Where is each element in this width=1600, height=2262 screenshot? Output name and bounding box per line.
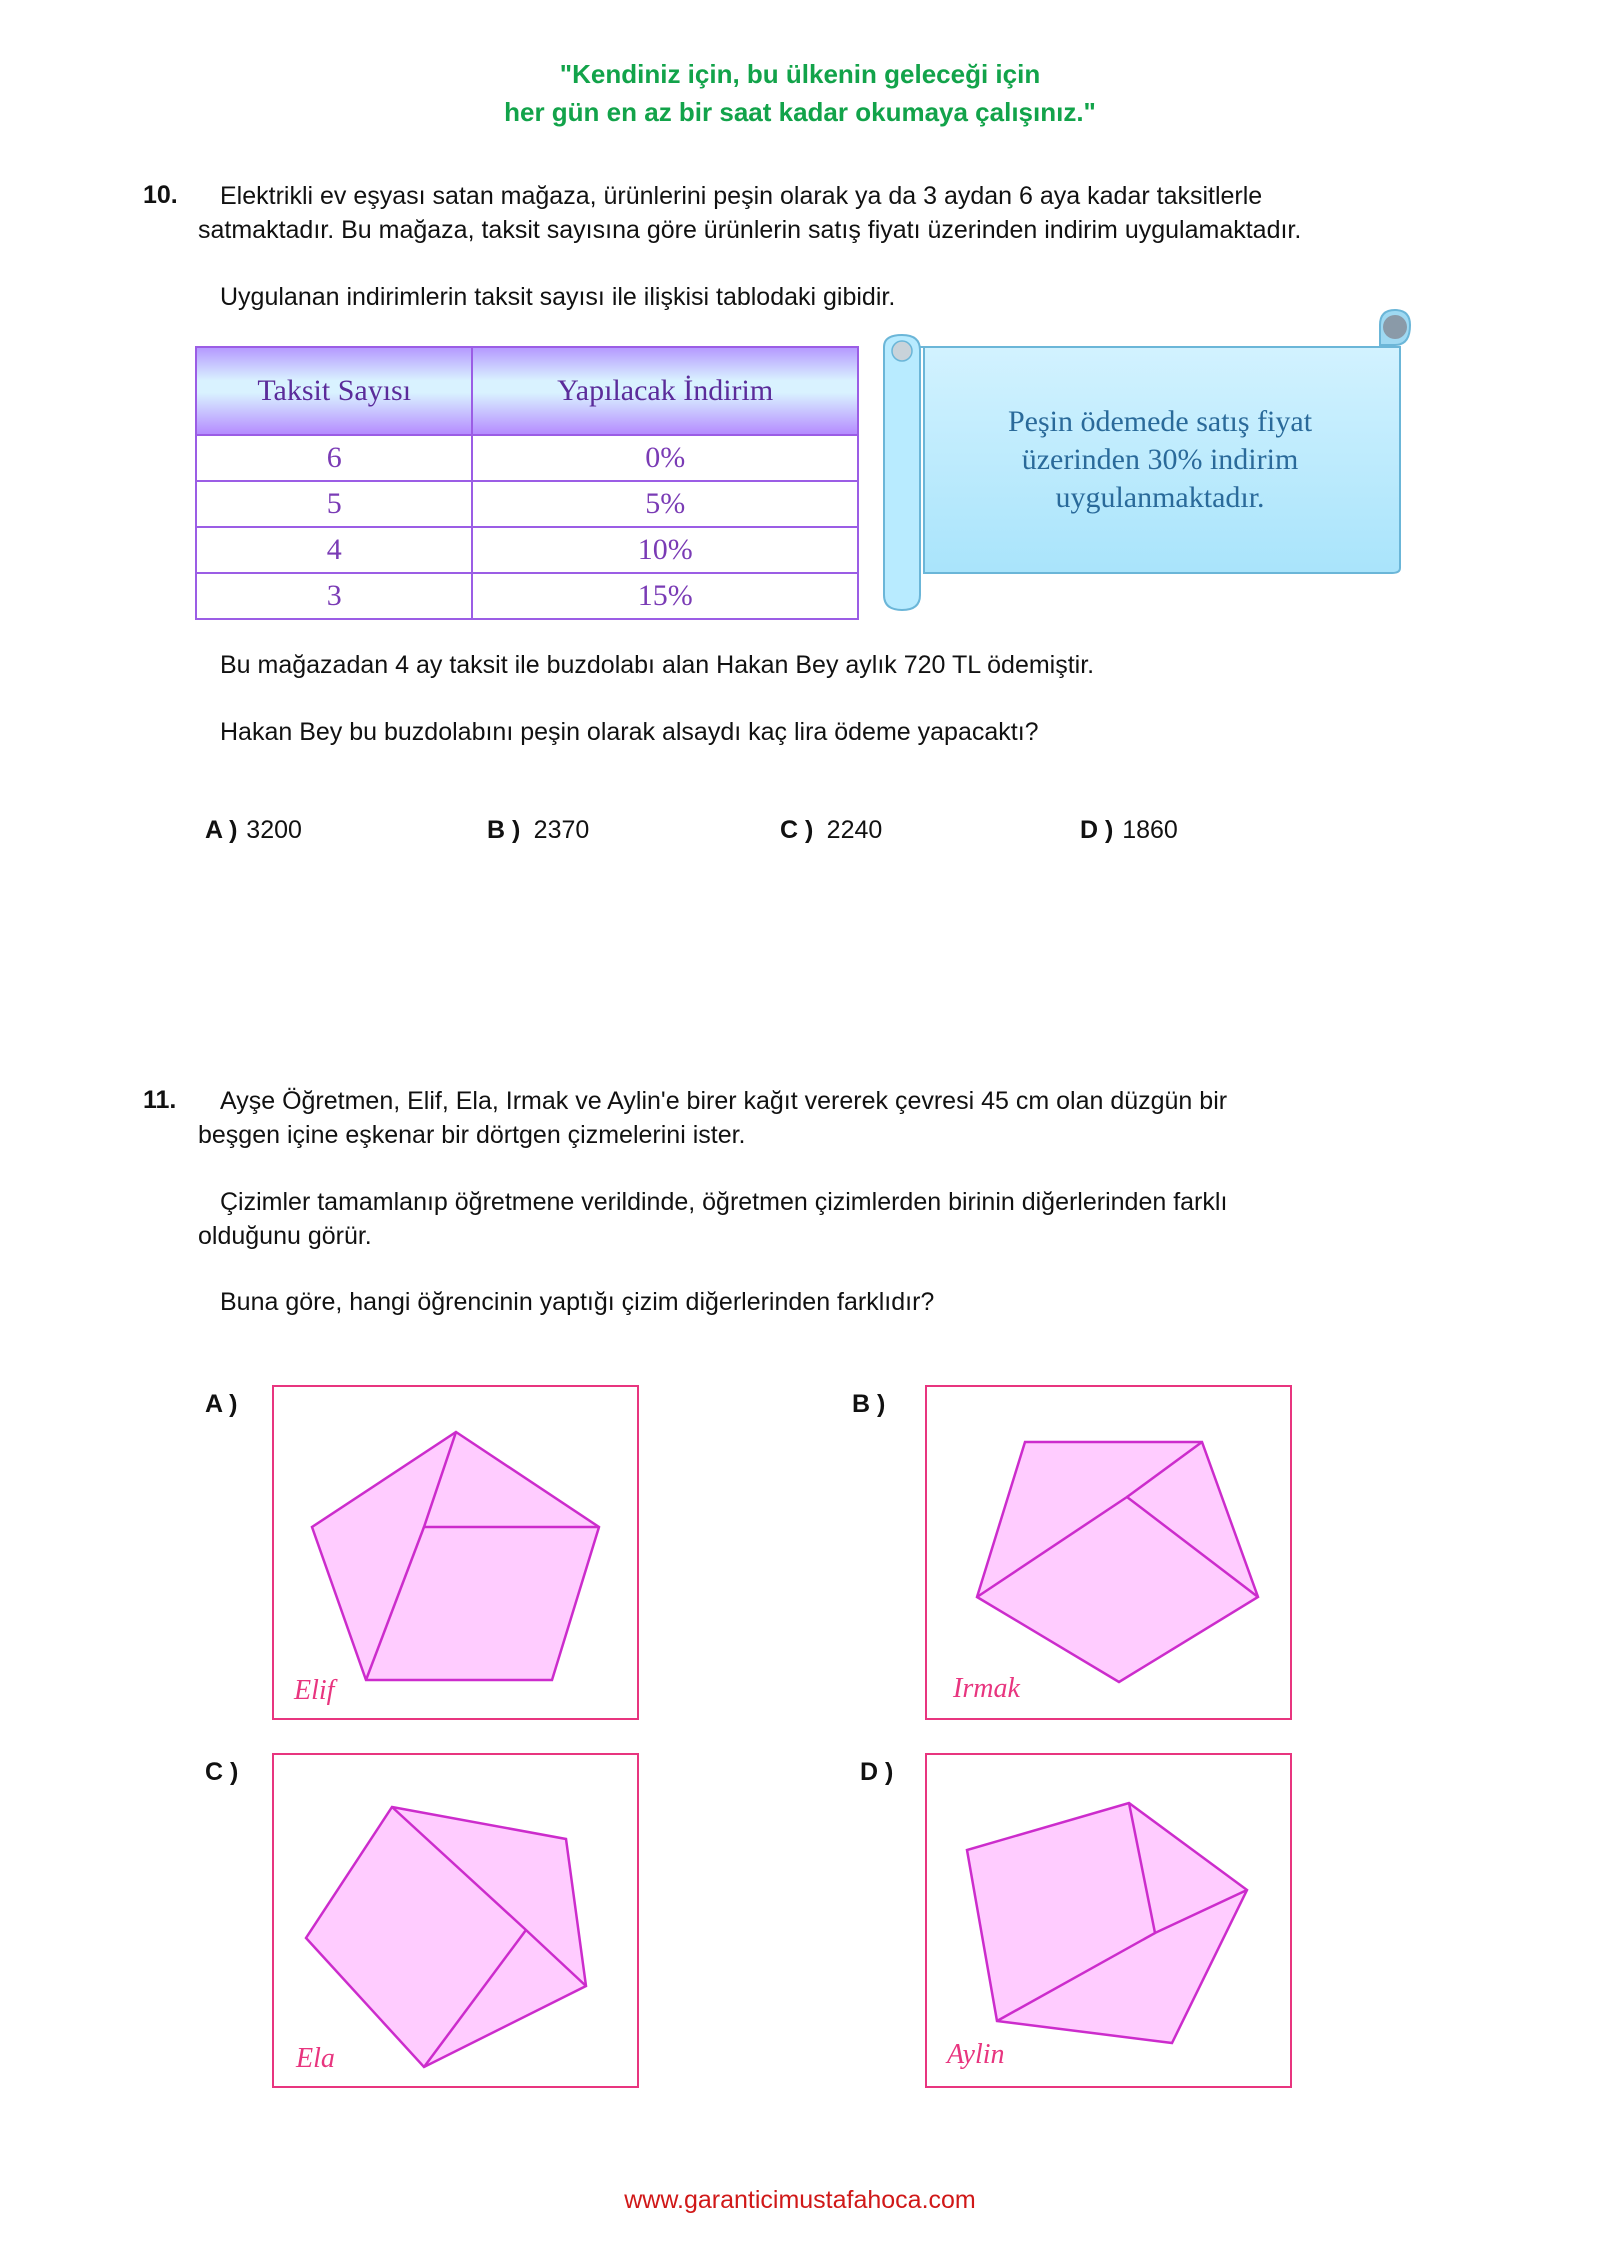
header-discount: Yapılacak İndirim <box>472 347 858 435</box>
q10-option-b[interactable] <box>487 816 589 845</box>
student-name-elif: Elif <box>294 1675 335 1706</box>
table-cell: 6 <box>196 435 472 481</box>
table-cell: 10% <box>472 527 858 573</box>
question-11-number: 11. <box>143 1086 177 1114</box>
question-10-line-2: satmaktadır. Bu mağaza, taksit sayısına göre ürünlerin satış fiyatı üzerinden indirim uygulamaktadır. <box>198 216 1302 244</box>
question-10-statement: Bu mağazadan 4 ay taksit ile buzdolabı alan Hakan Bey aylık 720 TL ödemiştir. <box>220 651 1095 679</box>
scroll-text-line-2: üzerinden 30% indirim <box>1021 443 1299 476</box>
question-11-line-2: beşgen içine eşkenar bir dörtgen çizmelerini ister. <box>198 1121 746 1149</box>
option-value: 3200 <box>246 816 302 844</box>
quote-line-2: her gün en az bir saat kadar okumaya çalışınız." <box>504 97 1096 127</box>
student-name-ela: Ela <box>296 2043 335 2074</box>
table-cell: 5% <box>472 481 858 527</box>
question-11-line-4: olduğunu görür. <box>198 1222 372 1250</box>
q11-option-c-drawing[interactable] <box>272 1753 639 2088</box>
pentagon-shape <box>967 1803 1247 2043</box>
motivational-quote <box>0 55 1600 131</box>
q11-option-a-drawing[interactable] <box>272 1385 639 1720</box>
table-cell: 5 <box>196 481 472 527</box>
pentagon-shape <box>312 1432 599 1680</box>
option-value: 1860 <box>1122 816 1178 844</box>
quote-line-1: "Kendiniz için, bu ülkenin geleceği için <box>559 59 1041 89</box>
scroll-banner <box>880 305 1415 615</box>
table-cell: 0% <box>472 435 858 481</box>
q11-option-a-label[interactable]: A ) <box>205 1390 238 1418</box>
table-cell: 15% <box>472 573 858 619</box>
q11-option-c-label[interactable]: C ) <box>205 1758 239 1786</box>
header-installment-count: Taksit Sayısı <box>196 347 472 435</box>
question-10-line-1: Elektrikli ev eşyası satan mağaza, ürünlerini peşin olarak ya da 3 aydan 6 aya kadar taksitlerle <box>220 182 1263 210</box>
question-11-line-3: Çizimler tamamlanıp öğretmene verildinde, öğretmen çizimlerden birinin diğerlerinden farklı <box>220 1188 1228 1216</box>
table-row <box>196 435 858 481</box>
table-row <box>196 573 858 619</box>
scroll-text <box>940 403 1380 517</box>
student-name-aylin: Aylin <box>947 2039 1005 2070</box>
option-label: C ) <box>780 816 814 844</box>
option-label: D ) <box>1080 816 1114 844</box>
q10-option-d[interactable] <box>1080 816 1178 845</box>
table-row <box>196 481 858 527</box>
footer-url[interactable]: www.garanticimustafahoca.com <box>624 2186 976 2214</box>
option-label: A ) <box>205 816 238 844</box>
table-cell: 3 <box>196 573 472 619</box>
student-name-irmak: Irmak <box>953 1673 1020 1704</box>
question-11-line-1: Ayşe Öğretmen, Elif, Ela, Irmak ve Aylin'e birer kağıt vererek çevresi 45 cm olan düzgün bir <box>220 1087 1228 1115</box>
option-value: 2370 <box>533 816 590 844</box>
question-10-number: 10. <box>143 181 178 209</box>
question-10-question: Hakan Bey bu buzdolabını peşin olarak alsaydı kaç lira ödeme yapacaktı? <box>220 718 1039 746</box>
scroll-text-line-1: Peşin ödemede satış fiyat <box>1007 405 1313 438</box>
question-10-intro: Uygulanan indirimlerin taksit sayısı ile ilişkisi tablodaki gibidir. <box>220 283 896 311</box>
q11-option-b-label[interactable]: B ) <box>852 1390 886 1418</box>
discount-table-header <box>196 347 858 435</box>
option-value: 2240 <box>826 816 883 844</box>
q11-option-d-drawing[interactable] <box>925 1753 1292 2088</box>
question-11-question: Buna göre, hangi öğrencinin yaptığı çizim diğerlerinden farklıdır? <box>220 1288 935 1316</box>
pentagon-shape <box>306 1807 586 2067</box>
q11-option-b-drawing[interactable] <box>925 1385 1292 1720</box>
scroll-text-line-3: uygulanmaktadır. <box>1055 481 1265 514</box>
q10-option-c[interactable] <box>780 816 882 845</box>
pentagon-shape <box>977 1442 1258 1682</box>
table-row <box>196 527 858 573</box>
table-cell: 4 <box>196 527 472 573</box>
discount-table <box>195 346 859 620</box>
option-label: B ) <box>487 816 521 844</box>
q10-option-a[interactable] <box>205 816 302 845</box>
q11-option-d-label[interactable]: D ) <box>860 1758 894 1786</box>
